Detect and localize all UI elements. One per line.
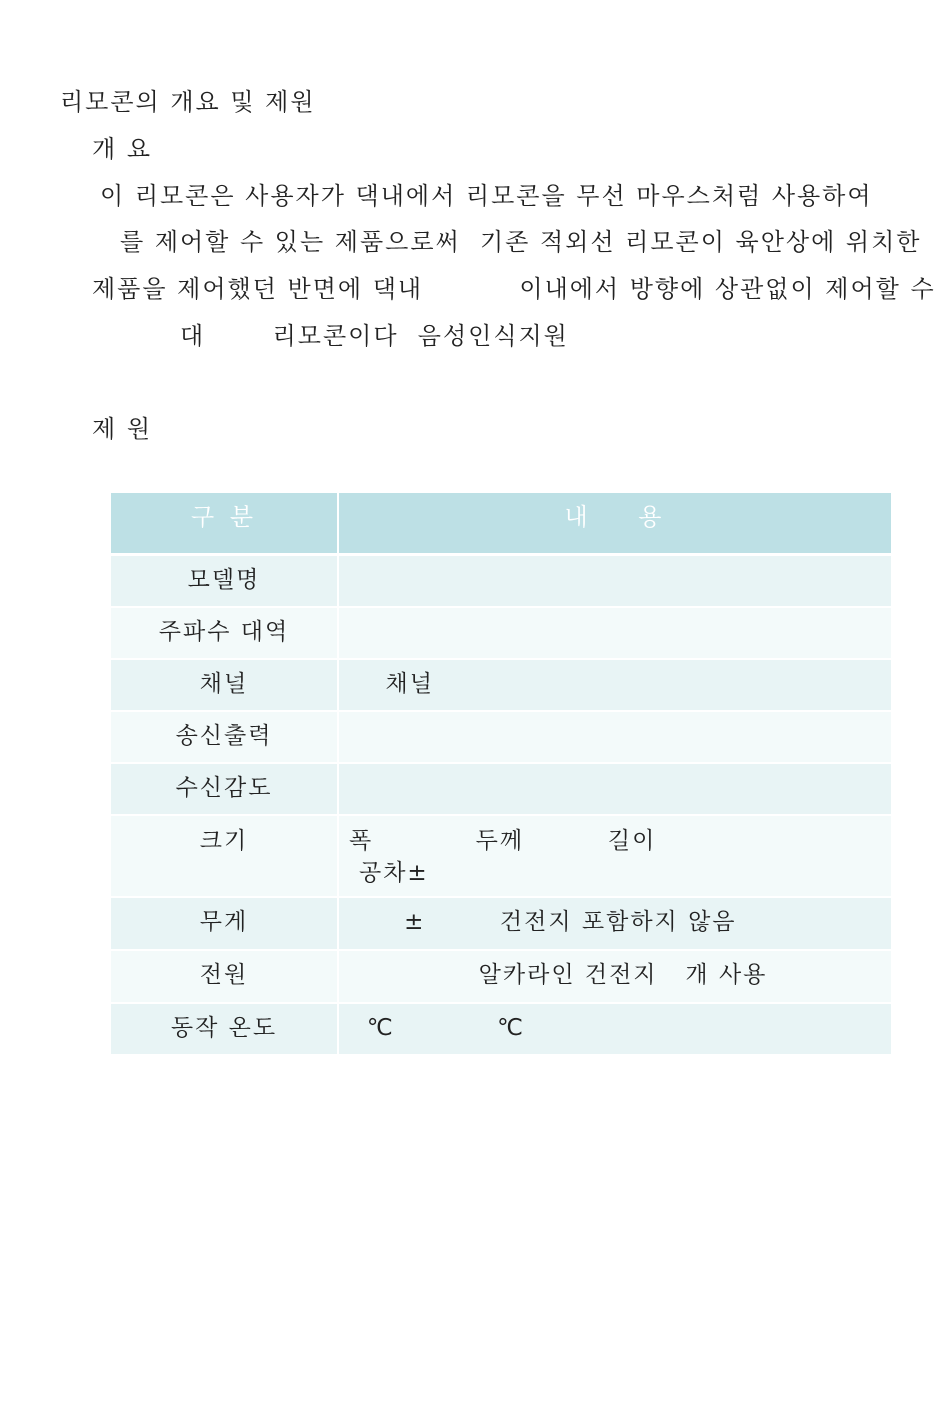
row-value	[339, 556, 891, 606]
row-label: 송신출력	[111, 712, 339, 762]
row-value: 채널	[339, 671, 434, 697]
table-row-frequency	[111, 608, 891, 660]
spec-heading: 제 원	[92, 415, 152, 443]
overview-line-2: 를 제어할 수 있는 제품으로써 기존 적외선 리모콘이 육안상에 위치한	[120, 228, 922, 256]
spec-table	[111, 493, 891, 1056]
row-value: 알카라인 건전지 개 사용	[339, 962, 768, 988]
row-value: ± 건전지 포함하지 않음	[339, 909, 737, 935]
row-value: ℃ ℃	[339, 1015, 526, 1041]
row-value	[339, 712, 891, 762]
row-label: 동작 온도	[111, 1004, 339, 1054]
row-label: 채널	[111, 660, 339, 710]
header-category: 구 분	[111, 493, 339, 553]
row-value	[339, 816, 891, 896]
table-row-tx-power	[111, 712, 891, 764]
table-row-operating-temp	[111, 1004, 891, 1056]
overview-line-3: 제품을 제어했던 반면에 댁내 이내에서 방향에 상관없이 제어할 수	[92, 275, 936, 303]
size-tolerance: 공차±	[359, 860, 429, 886]
table-row-power	[111, 951, 891, 1004]
overview-line-4: 대 리모콘이다 음성인식지원	[180, 322, 569, 350]
row-label: 수신감도	[111, 764, 339, 814]
table-row-model	[111, 556, 891, 608]
row-label: 모델명	[111, 556, 339, 606]
row-value	[339, 764, 891, 814]
header-content: 내 용	[564, 503, 666, 531]
overview-line-1: 이 리모콘은 사용자가 댁내에서 리모콘을 무선 마우스처럼 사용하여	[100, 182, 873, 210]
row-label: 전원	[111, 951, 339, 1002]
row-label: 주파수 대역	[111, 608, 339, 658]
row-value	[339, 608, 891, 658]
table-row-channel	[111, 660, 891, 712]
overview-heading: 개 요	[92, 135, 152, 163]
row-label: 무게	[111, 898, 339, 949]
size-dimensions: 폭 두께 길이	[349, 828, 657, 854]
row-label: 크기	[111, 816, 339, 896]
table-header	[111, 493, 891, 556]
table-row-weight	[111, 898, 891, 951]
table-row-rx-sensitivity	[111, 764, 891, 816]
doc-title: 리모콘의 개요 및 제원	[60, 88, 316, 116]
table-row-size	[111, 816, 891, 898]
